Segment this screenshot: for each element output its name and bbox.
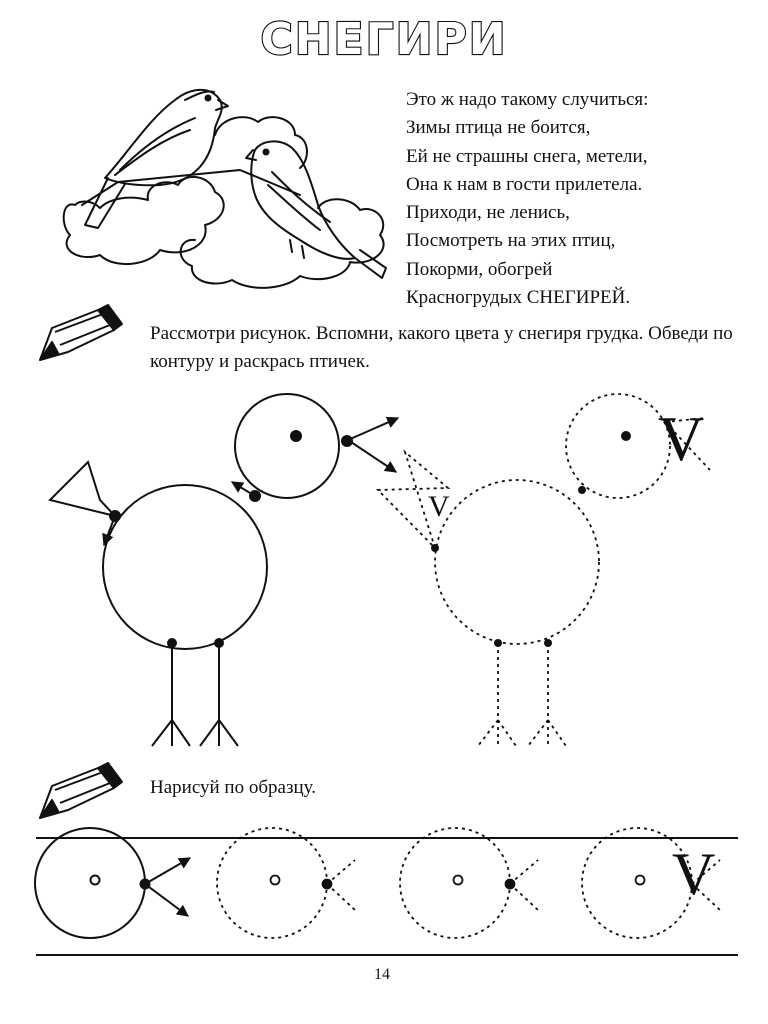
snow-cloud-right [181, 199, 384, 288]
poem-line: Это ж надо такому случиться: [406, 89, 649, 110]
poem-line: Приходи, не ленись, [406, 202, 570, 224]
page-title: СНЕГИРИ [260, 14, 508, 65]
v-mark-small: V [428, 490, 450, 523]
poem-line: Зимы птица не боится, [406, 117, 591, 139]
trace-bird-dots [431, 431, 631, 647]
bullfinches-illustration [64, 90, 386, 288]
bird-1-body [105, 90, 222, 185]
pencil-icon [40, 305, 122, 360]
page-number: 14 [374, 966, 390, 983]
writing-lines [36, 838, 738, 955]
poem-line: Красногрудых СНЕГИРЕЙ. [406, 287, 631, 309]
poem-line: Ей не страшны снега, метели, [406, 145, 648, 167]
head-trace-row [217, 828, 720, 938]
snow-cloud-top [215, 117, 307, 168]
bird-2-tail [355, 250, 386, 278]
v-mark-row: V [672, 841, 716, 907]
task-instruction-1: Рассмотри рисунок. Вспомни, какого цвета у снегиря грудка. Обведи по контуру и раскрась птичек. [150, 323, 733, 372]
v-mark-large: V [658, 403, 705, 474]
head-sample [35, 828, 190, 938]
sample-bird-drawing [50, 394, 398, 746]
poem-line: Посмотреть на этих птиц, [406, 230, 616, 252]
poem-line: Она к нам в гости прилетела. [406, 173, 643, 195]
poem-line: Покорми, обогрей [406, 258, 553, 280]
poem [406, 86, 756, 312]
task-instruction-2: Нарисуй по образцу. [150, 777, 316, 798]
bird-1-eye [206, 96, 211, 101]
pencil-icon [40, 763, 122, 818]
bird-2-eye [264, 150, 269, 155]
